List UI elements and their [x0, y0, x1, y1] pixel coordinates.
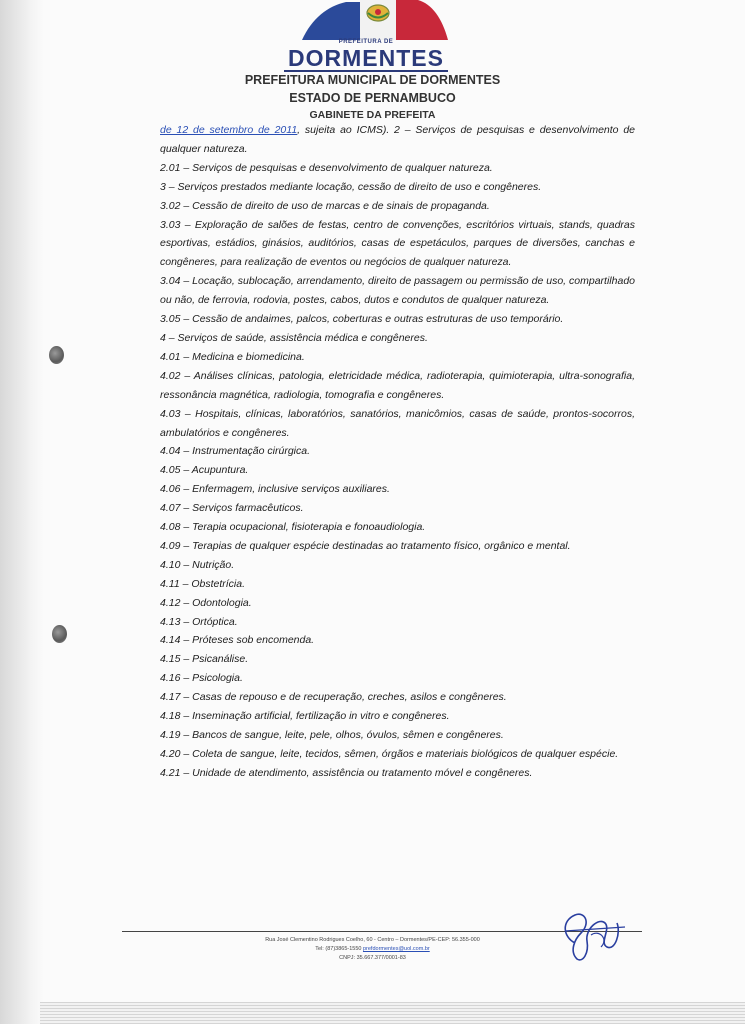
- service-item: 4.11 – Obstetrícia.: [160, 577, 246, 590]
- footer-cnpj: CNPJ: 35.667.377/0001-83: [339, 955, 406, 961]
- service-item: 4.18 – Inseminação artificial, fertilização in vitro e congêneres.: [160, 710, 450, 723]
- intro-paragraph: [160, 121, 635, 159]
- service-item: 4.15 – Psicanálise.: [160, 653, 249, 666]
- header-municipality: PREFEITURA MUNICIPAL DE DORMENTES: [244, 73, 501, 87]
- service-item: 4.20 – Coleta de sangue, leite, tecidos, sêmen, órgãos e materiais biológicos de qualquer espécie.: [160, 747, 619, 760]
- service-item: 4.07 – Serviços farmacêuticos.: [160, 502, 304, 515]
- service-item: 4.16 – Psicologia.: [160, 672, 243, 685]
- service-item: 4.09 – Terapias de qualquer espécie destinadas ao tratamento físico, orgânico e mental.: [160, 539, 571, 552]
- service-item: 4.17 – Casas de repouso e de recuperação, creches, asilos e congêneres.: [160, 691, 507, 704]
- service-item: 4.08 – Terapia ocupacional, fisioterapia e fonoaudiologia.: [160, 521, 426, 534]
- service-item: 2.01 – Serviços de pesquisas e desenvolvimento de qualquer natureza.: [160, 161, 493, 174]
- service-item: 4.03 – Hospitais, clínicas, laboratórios, sanatórios, manicômios, casas de saúde, prontos-socorros, ambulatórios e congêneres.: [160, 407, 635, 439]
- service-item: 4.19 – Bancos de sangue, leite, pele, olhos, óvulos, sêmen e congêneres.: [160, 729, 504, 741]
- service-item: 4.21 – Unidade de atendimento, assistência ou tratamento móvel e congêneres.: [160, 766, 533, 779]
- header-office: GABINETE DA PREFEITA: [309, 109, 436, 121]
- service-item: 3 – Serviços prestados mediante locação, cessão de direito de uso e congêneres.: [160, 180, 542, 193]
- logo-subtitle: PREFEITURA DE: [338, 39, 394, 45]
- service-item: 4.10 – Nutrição.: [160, 558, 235, 571]
- punch-hole-bottom: [52, 625, 67, 643]
- intro-text: , sujeita ao ICMS). 2 – Serviços de pesquisas e desenvolvimento de qualquer natureza.: [160, 124, 636, 155]
- header-state: ESTADO DE PERNAMBUCO: [289, 91, 456, 105]
- service-item: 4.05 – Acupuntura.: [160, 464, 249, 477]
- service-item: 4.13 – Ortóptica.: [160, 615, 238, 628]
- service-item: 4 – Serviços de saúde, assistência médica e congêneres.: [160, 331, 428, 344]
- service-item: 3.03 – Exploração de salões de festas, centro de convenções, escritórios virtuais, stands, quadras esportivas, estádios, ginásios, auditórios, casas de espetáculos, parques de diversões, canchas e congêneres, para realização de eventos ou negócios de qualquer natureza.: [160, 218, 635, 269]
- service-item: 4.06 – Enfermagem, inclusive serviços auxiliares.: [160, 483, 390, 496]
- service-item: 4.12 – Odontologia.: [160, 596, 252, 609]
- service-item: 3.02 – Cessão de direito de uso de marcas e de sinais de propaganda.: [160, 199, 490, 212]
- document-body: [160, 121, 635, 783]
- service-item: 4.14 – Próteses sob encomenda.: [160, 634, 315, 647]
- law-date-link[interactable]: de 12 de setembro de 2011: [160, 124, 298, 136]
- service-item: 3.05 – Cessão de andaimes, palcos, coberturas e outras estruturas de uso temporário.: [160, 313, 564, 326]
- footer-phone: Tel: (87)3865-1550: [315, 946, 363, 952]
- punch-hole-top: [49, 346, 64, 364]
- service-item: 4.01 – Medicina e biomedicina.: [160, 350, 305, 363]
- logo-title: DORMENTES: [284, 46, 448, 72]
- footer-email-link[interactable]: prefdormentes@uol.com.br: [362, 946, 430, 952]
- service-item: 4.04 – Instrumentação cirúrgica.: [160, 445, 310, 458]
- service-item: 3.04 – Locação, sublocação, arrendamento, direito de passagem ou permissão de uso, compartilhado ou não, de ferrovia, rodovia, postes, cabos, dutos e condutos de qualquer natureza.: [160, 275, 635, 307]
- signature-mark: [555, 903, 635, 965]
- service-item: 4.02 – Análises clínicas, patologia, eletricidade médica, radioterapia, quimioterapia, ultra-sonografia, ressonância magnética, radiologia, tomografia e congêneres.: [160, 369, 635, 401]
- logo: [284, 39, 448, 73]
- flag-emblem: [298, 0, 450, 40]
- footer-address: Rua José Clementino Rodrigues Coelho, 60 - Centro – Dormentes/PE-CEP: 56.355-000: [265, 937, 480, 943]
- page-shadow: [0, 0, 44, 1024]
- stacked-page-edges: [40, 1002, 745, 1024]
